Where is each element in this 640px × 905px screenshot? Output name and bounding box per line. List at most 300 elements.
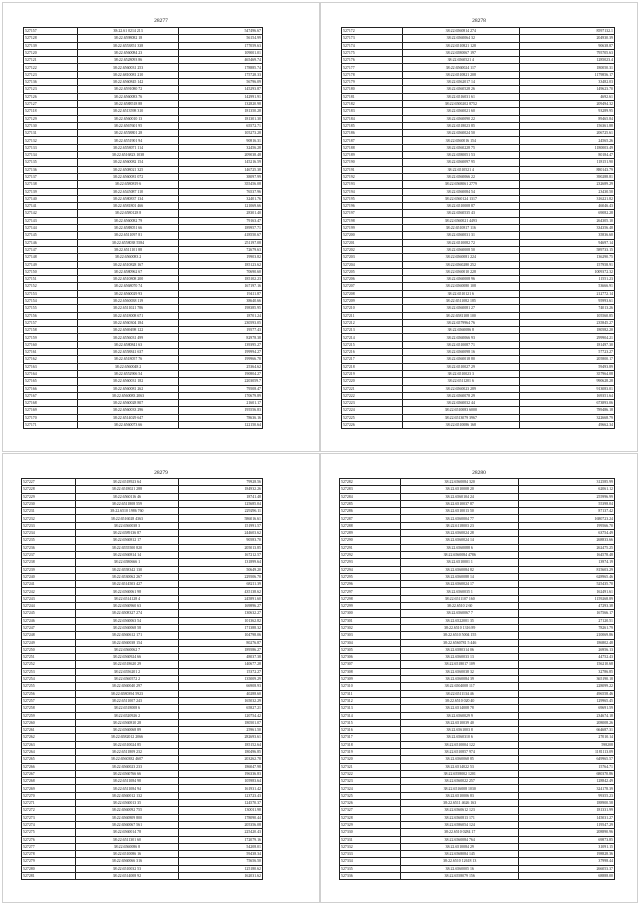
point-id-cell: 527279 [22, 858, 76, 865]
point-id-cell: 527178 [342, 71, 403, 78]
point-id-cell: 527209 [342, 297, 403, 304]
point-id-cell: 527309 [340, 676, 401, 683]
point-id-cell: 527135 [24, 159, 78, 166]
x-coordinate-cell: 38:22.6558002 1201 [401, 770, 518, 777]
y-value-cell: 31091.15 [518, 843, 614, 850]
table-row [22, 741, 263, 748]
x-coordinate-cell: 38:22.6560781 5 446 [401, 639, 518, 646]
point-id-cell: 527277 [22, 843, 76, 850]
table-row [22, 479, 263, 486]
y-value-cell: 65827.21 [178, 705, 262, 712]
point-id-cell: 527168 [24, 400, 78, 407]
coordinate-table [341, 27, 615, 429]
table-row [22, 756, 263, 763]
x-coordinate-cell: 38:22.6560031 31 [403, 232, 520, 239]
table-row [24, 188, 263, 195]
y-value-cell: 49662.34 [519, 422, 614, 429]
point-id-cell: 527319 [340, 748, 401, 755]
table-row [24, 130, 263, 137]
y-value-cell: 70690.60 [179, 268, 263, 275]
table-row [342, 122, 615, 129]
y-value-cell: 180050.31 [519, 64, 614, 71]
y-value-cell: 11551.23 [519, 276, 614, 283]
point-id-cell: 527278 [22, 851, 76, 858]
y-value-cell: 188900.58 [518, 800, 614, 807]
y-value-cell: 266053.37 [518, 865, 614, 872]
table-row [342, 130, 615, 137]
x-coordinate-cell: 38:22.6560080 108 [403, 283, 520, 290]
point-id-cell: 527148 [24, 254, 78, 261]
y-value-cell: 40288.60 [178, 690, 262, 697]
y-value-cell: 124570.37 [178, 800, 262, 807]
y-value-cell: 48037.38 [178, 654, 262, 661]
point-id-cell: 527200 [342, 232, 403, 239]
point-id-cell: 527151 [24, 276, 78, 283]
x-coordinate-cell: 38:22.6552906 54 [77, 370, 179, 377]
table-row [340, 697, 615, 704]
table-row [340, 508, 615, 515]
table-row [22, 821, 263, 828]
point-id-cell: 527329 [340, 821, 401, 828]
y-value-cell: 18701.24 [179, 312, 263, 319]
x-coordinate-cell: 38:22.6514503 427 [76, 581, 179, 588]
table-row [24, 173, 263, 180]
y-value-cell: 465469.74 [179, 57, 263, 64]
table-row [342, 86, 615, 93]
x-coordinate-cell: 38:22.6560068 89 [76, 727, 179, 734]
point-id-cell: 527138 [24, 181, 78, 188]
table-row [340, 668, 615, 675]
point-id-cell: 527147 [24, 246, 78, 253]
point-id-cell: 527214 [342, 334, 403, 341]
y-value-cell: 203262.78 [178, 756, 262, 763]
x-coordinate-cell: 38:22.6580819 6 [77, 181, 179, 188]
table-row [22, 617, 263, 624]
x-coordinate-cell: 38:22.6511084 94 [76, 785, 179, 792]
point-id-cell: 527196 [342, 203, 403, 210]
point-id-cell: 527230 [22, 500, 76, 507]
x-coordinate-cell: 38:22.6560078 29 [403, 392, 520, 399]
y-value-cell: 94697.14 [519, 239, 614, 246]
table-row [22, 851, 263, 858]
x-coordinate-cell: 38:22.6510083 6000 [403, 407, 520, 414]
y-value-cell: 65572.71 [179, 122, 263, 129]
x-coordinate-cell: 38:22.6560038 32 [401, 668, 518, 675]
y-value-cell: 195556.83 [179, 407, 263, 414]
x-coordinate-cell: 38:22.6553851 338 [77, 42, 179, 49]
x-coordinate-cell: 38:22.6558801 28 [77, 130, 179, 137]
y-value-cell: 25961.50 [178, 727, 262, 734]
x-coordinate-cell: 38:22.6555500 820 [76, 544, 179, 551]
x-coordinate-cell: 38:22.6510024 85 [76, 741, 179, 748]
table-row [340, 865, 615, 872]
y-value-cell: 26956.13 [518, 646, 614, 653]
x-coordinate-cell: 38:22.6560018 80 [403, 356, 520, 363]
x-coordinate-cell: 38:22.6560084 764 [401, 836, 518, 843]
table-row [24, 225, 263, 232]
x-coordinate-cell: 38:22.6510 1316 89 [401, 624, 518, 631]
x-coordinate-cell: 38:22.6560012 132 [76, 792, 179, 799]
y-value-cell: 181497.30 [519, 341, 614, 348]
point-id-cell: 527268 [22, 778, 76, 785]
point-id-cell: 527219 [342, 370, 403, 377]
table-row [340, 566, 615, 573]
x-coordinate-cell: 38:22.6560304 184 [77, 319, 179, 326]
x-coordinate-cell: 38:22.6518057 76 [77, 356, 179, 363]
point-id-cell: 527157 [24, 28, 78, 35]
x-coordinate-cell: 38:22.6511082 185 [403, 297, 520, 304]
point-id-cell: 527331 [340, 836, 401, 843]
y-value-cell: 189957.71 [179, 225, 263, 232]
table-row [340, 873, 615, 880]
x-coordinate-cell: 38:22.6530062 267 [76, 573, 179, 580]
point-id-cell: 527247 [22, 624, 76, 631]
y-value-cell: 32786.85 [518, 668, 614, 675]
x-coordinate-cell: 38:22.6560081 27 [403, 305, 520, 312]
x-coordinate-cell: 38:22.6510008 87 [403, 203, 520, 210]
point-id-cell: 527170 [24, 414, 78, 421]
table-row [24, 93, 263, 100]
y-value-cell: 598208 [518, 741, 614, 748]
y-value-cell: 913083.01 [519, 385, 614, 392]
y-value-cell: 130011.98 [178, 807, 262, 814]
table-row [22, 676, 263, 683]
table-row [342, 137, 615, 144]
point-id-cell: 527323 [340, 778, 401, 785]
y-value-cell: 72679.63 [179, 246, 263, 253]
y-value-cell: 251197.08 [179, 239, 263, 246]
x-coordinate-cell: 38:22.6588051 66 [77, 225, 179, 232]
x-coordinate-cell: 38:22.6560124 1317 [403, 195, 520, 202]
point-id-cell: 527322 [340, 770, 401, 777]
point-id-cell: 527265 [22, 756, 76, 763]
x-coordinate-cell: 38:22.6560024 14 [401, 537, 518, 544]
y-value-cell: 15764.71 [518, 763, 614, 770]
table-row [22, 705, 263, 712]
x-coordinate-cell: 38:22.6560082 79 [77, 217, 179, 224]
table-row [22, 486, 263, 493]
y-value-cell: 13974.19 [518, 559, 614, 566]
table-row [340, 719, 615, 726]
y-value-cell: 128842.49 [518, 778, 614, 785]
table-row [22, 515, 263, 522]
y-value-cell: 208008.26 [518, 719, 614, 726]
y-value-cell: 59438.34 [178, 851, 262, 858]
point-id-cell: 527204 [342, 261, 403, 268]
y-value-cell: 79508.47 [179, 385, 263, 392]
y-value-cell: 167212.57 [178, 551, 262, 558]
point-id-cell: 527218 [342, 363, 403, 370]
y-value-cell: 18741.48 [178, 493, 262, 500]
table-row [340, 756, 615, 763]
y-value-cell: 165032.29 [178, 697, 262, 704]
point-id-cell: 527122 [24, 64, 78, 71]
x-coordinate-cell: 38:22.6560845 142 [77, 79, 179, 86]
table-row [24, 100, 263, 107]
point-id-cell: 527163 [24, 363, 78, 370]
x-coordinate-cell: 38:22.6560010 13 [77, 115, 179, 122]
table-row [342, 188, 615, 195]
point-id-cell: 527228 [22, 486, 76, 493]
x-coordinate-cell: 38:22.6560098 16 [403, 349, 520, 356]
table-row [342, 57, 615, 64]
x-coordinate-cell: 38:22.6510817 116 [403, 225, 520, 232]
y-value-cell: 161931.42 [178, 785, 262, 792]
table-row [342, 71, 615, 78]
table-row [24, 341, 263, 348]
table-row [340, 785, 615, 792]
table-row [342, 144, 615, 151]
table-row [24, 319, 263, 326]
y-value-cell: 19903.82 [179, 254, 263, 261]
x-coordinate-cell: 38:22.6560090 22 [403, 115, 520, 122]
x-coordinate-cell: 38:22.6560814 14 [76, 551, 179, 558]
table-row [342, 195, 615, 202]
point-id-cell: 527128 [24, 35, 78, 42]
point-id-cell: 527176 [342, 57, 403, 64]
document-page-3 [2, 453, 320, 903]
x-coordinate-cell: 38:22.6560081 262 [77, 385, 179, 392]
point-id-cell: 527286 [340, 508, 401, 515]
x-coordinate-cell: 38:22.6582012 2066 [76, 734, 179, 741]
y-value-cell: 1181113.09 [518, 748, 614, 755]
x-coordinate-cell: 38:22.6560084 23 [77, 49, 179, 56]
point-id-cell: 527208 [342, 290, 403, 297]
y-value-cell: 24565.26 [519, 137, 614, 144]
table-row [342, 166, 615, 173]
point-id-cell: 527139 [24, 42, 78, 49]
table-row [342, 79, 615, 86]
x-coordinate-cell: 38:22.6560021 4493 [403, 217, 520, 224]
table-row [22, 836, 263, 843]
point-id-cell: 527160 [24, 341, 78, 348]
x-coordinate-cell: 38:22.6586054 124 [401, 821, 518, 828]
table-row [342, 254, 615, 261]
y-value-cell: 104798.06 [178, 632, 262, 639]
point-id-cell: 527328 [340, 814, 401, 821]
table-row [22, 573, 263, 580]
table-row [340, 748, 615, 755]
point-id-cell: 527194 [342, 188, 403, 195]
table-row [342, 276, 615, 283]
x-coordinate-cell: 38:22.6511809 232 [76, 748, 179, 755]
x-coordinate-cell: 38:22.6580394 5923 [76, 690, 179, 697]
y-value-cell: 1680723.24 [518, 515, 614, 522]
point-id-cell: 527223 [342, 400, 403, 407]
point-id-cell: 527173 [342, 35, 403, 42]
point-id-cell: 527274 [22, 821, 76, 828]
coordinate-table [21, 478, 263, 880]
x-coordinate-cell: 38:22.6579964 76 [403, 319, 520, 326]
point-id-cell: 527232 [22, 515, 76, 522]
table-row [24, 246, 263, 253]
x-coordinate-cell: 38:22.6551901 94 [77, 137, 179, 144]
point-id-cell: 527158 [24, 327, 78, 334]
table-row [342, 261, 615, 268]
table-row [340, 486, 615, 493]
point-id-cell: 527290 [340, 537, 401, 544]
point-id-cell: 527297 [340, 588, 401, 595]
x-coordinate-cell: 38:22.6580067 197 [403, 49, 520, 56]
y-value-cell: 418550.67 [179, 232, 263, 239]
point-id-cell: 527150 [24, 268, 78, 275]
y-value-cell: 149623.70 [519, 86, 614, 93]
x-coordinate-cell: 38:22.6510821 128 [403, 42, 520, 49]
y-value-cell: 334356.48 [519, 225, 614, 232]
y-value-cell: 589733.15 [519, 246, 614, 253]
table-row [340, 639, 615, 646]
x-coordinate-cell: 38:22.6567601 95 [77, 122, 179, 129]
x-coordinate-cell: 38:22.6504008 117 [401, 683, 518, 690]
y-value-cell: 19577.43 [179, 327, 263, 334]
document-page-2 [320, 2, 638, 452]
y-value-cell: 99355.23 [518, 792, 614, 799]
y-value-cell: 435138.62 [178, 588, 262, 595]
point-id-cell: 527121 [24, 57, 78, 64]
x-coordinate-cell: 38:22.6560086 8 [403, 327, 520, 334]
table-row [24, 203, 263, 210]
table-row [342, 225, 615, 232]
y-value-cell: 167566.17 [518, 610, 614, 617]
point-id-cell: 527310 [340, 683, 401, 690]
y-value-cell: 178090.44 [178, 814, 262, 821]
document-page-1 [2, 2, 320, 452]
point-id-cell: 527229 [22, 493, 76, 500]
point-id-cell: 527123 [24, 86, 78, 93]
y-value-cell: 175728.33 [179, 71, 263, 78]
point-id-cell: 527271 [22, 800, 76, 807]
y-value-cell: 121069.66 [179, 203, 263, 210]
x-coordinate-cell: 38:22.6510023 3 [403, 370, 520, 377]
x-coordinate-cell: 38:22.6560040 297 [76, 683, 179, 690]
y-value-cell: 145031.27 [518, 814, 614, 821]
point-id-cell: 527152 [24, 283, 78, 290]
table-row [22, 544, 263, 551]
y-value-cell: 299904.21 [519, 334, 614, 341]
y-value-cell: 282693.61 [178, 734, 262, 741]
y-value-cell: 190804.27 [179, 370, 263, 377]
y-value-cell: 56796.09 [179, 79, 263, 86]
point-id-cell: 527202 [342, 246, 403, 253]
y-value-cell: 69873.85 [518, 836, 614, 843]
table-row [24, 181, 263, 188]
point-id-cell: 527123 [24, 71, 78, 78]
y-value-cell: 234674.18 [518, 712, 614, 719]
x-coordinate-cell: 38:22.6560008 96 [403, 276, 520, 283]
y-value-cell: 38097.99 [179, 173, 263, 180]
y-value-cell: 180496.85 [178, 748, 262, 755]
point-id-cell: 527239 [22, 566, 76, 573]
point-id-cell: 527246 [22, 617, 76, 624]
x-coordinate-cell: 38:22.6510004 122 [401, 741, 518, 748]
x-coordinate-cell: 38:22.6528093 86 [77, 57, 179, 64]
y-value-cell: 186047.98 [178, 763, 262, 770]
point-id-cell: 527257 [22, 697, 76, 704]
x-coordinate-cell: 38:22.6558342 130 [76, 566, 179, 573]
table-row [342, 239, 615, 246]
y-value-cell: 245891.60 [178, 595, 262, 602]
table-row [340, 537, 615, 544]
x-coordinate-cell: 38:22.6560038 154 [76, 639, 179, 646]
y-value-cell: 145216.59 [179, 159, 263, 166]
table-row [24, 356, 263, 363]
table-row [22, 690, 263, 697]
table-row [340, 821, 615, 828]
table-row [22, 624, 263, 631]
point-id-cell: 527312 [340, 697, 401, 704]
point-id-cell: 527292 [340, 551, 401, 558]
y-value-cell: 212772.14 [519, 290, 614, 297]
table-row [340, 573, 615, 580]
y-value-cell: 210069.86 [518, 632, 614, 639]
point-id-cell: 527167 [24, 392, 78, 399]
x-coordinate-cell: 38:22.6558038 5584 [77, 239, 179, 246]
y-value-cell: 63754.49 [518, 530, 614, 537]
y-value-cell: 53666.91 [519, 283, 614, 290]
y-value-cell: 23430.50 [519, 188, 614, 195]
x-coordinate-cell: 38:22.6560086 8 [76, 843, 179, 850]
point-id-cell: 527165 [24, 378, 78, 385]
point-id-cell: 527255 [22, 683, 76, 690]
y-value-cell: 69691.59 [518, 705, 614, 712]
y-value-cell: 1159268.89 [518, 595, 614, 602]
x-coordinate-cell: 38:22.6510 1986 760 [76, 508, 179, 515]
point-id-cell: 527155 [24, 305, 78, 312]
table-row [24, 422, 263, 429]
table-row [24, 290, 263, 297]
x-coordinate-cell: 38:22.6510 12618 13 [401, 858, 518, 865]
table-row [24, 261, 263, 268]
x-coordinate-cell: 38:22.6508327 274 [76, 610, 179, 617]
x-coordinate-cell: 38:22.6556031 499 [77, 334, 179, 341]
x-coordinate-cell: 38:22.6560067 7 [401, 610, 518, 617]
table-row [24, 334, 263, 341]
table-row [340, 654, 615, 661]
y-value-cell: 229296.11 [178, 508, 262, 515]
x-coordinate-cell: 38:22.6510121 6 [403, 290, 520, 297]
x-coordinate-cell: 38:22.6580666 1 [76, 559, 179, 566]
table-row [22, 522, 263, 529]
point-id-cell: 527308 [340, 668, 401, 675]
y-value-cell: 180582.20 [519, 327, 614, 334]
point-id-cell: 527248 [22, 632, 76, 639]
table-row [24, 370, 263, 377]
table-row [22, 719, 263, 726]
point-id-cell: 527282 [340, 479, 401, 486]
x-coordinate-cell: 38:22.6558071 114 [77, 144, 179, 151]
x-coordinate-cell: 38:22.6560097 95 [403, 159, 520, 166]
table-row [340, 734, 615, 741]
x-coordinate-cell: 38:22.6560029 93 [77, 290, 179, 297]
point-id-cell: 527300 [340, 610, 401, 617]
y-value-cell: 79163.47 [179, 217, 263, 224]
table-row [24, 35, 263, 42]
point-id-cell: 527301 [340, 617, 401, 624]
point-id-cell: 527182 [342, 100, 403, 107]
x-coordinate-cell: 38:22.6581801 466 [77, 203, 179, 210]
x-coordinate-cell: 38:22.6510032 53 [76, 865, 179, 872]
point-id-cell: 527146 [24, 239, 78, 246]
x-coordinate-cell: 38:22.6510821 208 [403, 71, 520, 78]
x-coordinate-cell: 38:22.6560038 3 [76, 522, 179, 529]
y-value-cell: 390288.81 [519, 173, 614, 180]
x-coordinate-cell: 38:22.6560092 755 [76, 807, 179, 814]
x-coordinate-cell: 38:22.6589136 87 [76, 530, 179, 537]
y-value-cell: 122150.64 [179, 422, 263, 429]
point-id-cell: 527210 [342, 305, 403, 312]
table-row [24, 86, 263, 93]
y-value-cell: 225420.43 [178, 829, 262, 836]
